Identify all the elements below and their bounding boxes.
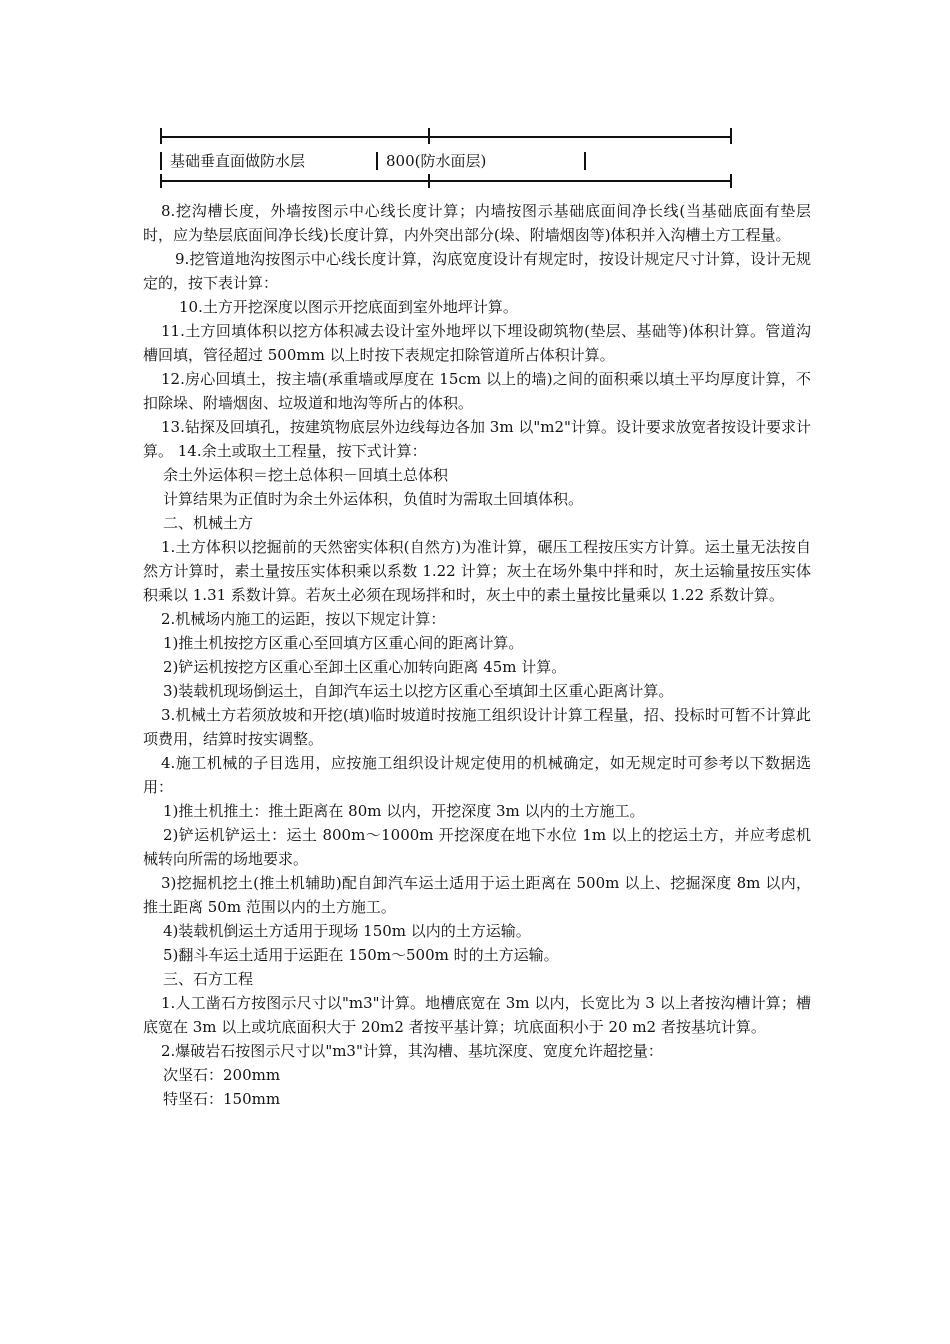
table-cell-left: 基础垂直面做防水层 xyxy=(170,152,306,170)
equipment-subitem-1: 1)推土机推土：推土距离在 80m 以内，开挖深度 3m 以内的土方施工。 xyxy=(163,802,645,820)
machinery-item-2: 2.机械场内施工的运距，按以下规定计算： xyxy=(161,610,446,628)
table-cell-left-bar xyxy=(160,152,162,170)
document-body xyxy=(143,199,811,1111)
machinery-subitem-2: 2)铲运机按挖方区重心至卸土区重心加转向距离 45m 计算。 xyxy=(163,658,567,676)
paragraph-10: 10.土方开挖深度以图示开挖底面到室外地坪计算。 xyxy=(179,298,518,316)
machinery-item-4: 4.施工机械的子目选用，应按施工组织设计规定使用的机械确定，如无规定时可参考以下数据选用： xyxy=(143,754,811,796)
overbreak-secondary-hard: 次坚石：200mm xyxy=(163,1066,281,1084)
table-cell-middle-bar xyxy=(376,152,378,170)
overbreak-extra-hard: 特坚石：150mm xyxy=(163,1090,281,1108)
machinery-item-3: 3.机械土方若须放坡和开挖(填)临时坡道时按施工组织设计计算工程量，招、投标时可暂不计算此项费用，结算时按实调整。 xyxy=(143,706,811,748)
stone-item-1: 1.人工凿石方按图示尺寸以"m3"计算。地槽底宽在 3m 以内，长宽比为 3 以上者按沟槽计算；槽底宽在 3m 以上或坑底面积大于 20m2 者按平基计算；坑底面积小于 20 m2 者按基坑计算。 xyxy=(143,994,811,1036)
machinery-subitem-3: 3)装载机现场倒运土，自卸汽车运土以挖方区重心至填卸土区重心距离计算。 xyxy=(163,682,674,700)
equipment-subitem-5: 5)翻斗车运土适用于运距在 150m～500m 时的土方运输。 xyxy=(163,946,559,964)
machinery-subitem-1: 1)推土机按挖方区重心至回填方区重心间的距离计算。 xyxy=(163,634,524,652)
table-bottom-border xyxy=(160,180,732,182)
table-left-tick-bottom xyxy=(160,174,162,188)
section-heading-machinery: 二、机械土方 xyxy=(163,514,254,532)
table-right-tick-bottom xyxy=(730,174,732,188)
section-heading-stone: 三、石方工程 xyxy=(163,970,254,988)
paragraph-8: 8.挖沟槽长度，外墙按图示中心线长度计算；内墙按图示基础底面间净长线(当基础底面有垫层时，应为垫层底面间净长线)长度计算，内外突出部分(垛、附墙烟囱等)体积并入沟槽土方工程量。 xyxy=(143,202,811,244)
paragraph-13-14: 13.钻探及回填孔，按建筑物底层外边线每边各加 3m 以"m2"计算。设计要求放宽者按设计要求计算。 14.余土或取土工程量，按下式计算： xyxy=(143,418,811,460)
equipment-subitem-3: 3)挖掘机挖土(推土机辅助)配自卸汽车运土适用于运土距离在 500m 以上、挖掘深度 8m 以内，推土距离 50m 范围以内的土方施工。 xyxy=(143,874,811,916)
table-mid-tick-top xyxy=(428,128,430,144)
paragraph-11: 11.土方回填体积以挖方体积减去设计室外地坪以下埋设砌筑物(垫层、基础等)体积计算。管道沟槽回填，管径超过 500mm 以上时按下表规定扣除管道所占体积计算。 xyxy=(143,322,811,364)
table-left-tick-top xyxy=(160,128,162,144)
stone-item-2: 2.爆破岩石按图示尺寸以"m3"计算，其沟槽、基坑深度、宽度允许超挖量： xyxy=(161,1042,663,1060)
table-mid-tick-bottom xyxy=(428,174,430,188)
paragraph-9: 9.挖管道地沟按图示中心线长度计算，沟底宽度设计有规定时，按设计规定尺寸计算，设计无规定的，按下表计算： xyxy=(143,250,811,292)
equipment-subitem-4: 4)装载机倒运土方适用于现场 150m 以内的土方运输。 xyxy=(163,922,531,940)
table-cell-right-bar xyxy=(584,152,586,170)
formula-line: 余土外运体积＝挖土总体积－回填土总体积 xyxy=(163,466,449,484)
table-right-tick-top xyxy=(730,128,732,144)
table-fragment xyxy=(160,128,732,188)
table-top-border xyxy=(160,136,732,138)
paragraph-12: 12.房心回填土，按主墙(承重墙或厚度在 15cm 以上的墙)之间的面积乘以填土平均厚度计算，不扣除垛、附墙烟囱、垃圾道和地沟等所占的体积。 xyxy=(143,370,811,412)
formula-note: 计算结果为正值时为余土外运体积，负值时为需取土回填体积。 xyxy=(163,490,584,508)
machinery-item-1: 1.土方体积以挖掘前的天然密实体积(自然方)为准计算，碾压工程按压实方计算。运土量无法按自然方计算时，素土量按压实体积乘以系数 1.22 计算；灰土在场外集中拌和时，灰土运输量按压实体积乘以 1.31 系数计算。若灰土必须在现场拌和时，灰土中的素土量按比量乘以 1.22 系数计算。 xyxy=(143,538,811,604)
equipment-subitem-2: 2)铲运机铲运土：运土 800m～1000m 开挖深度在地下水位 1m 以上的挖运土方，并应考虑机械转向所需的场地要求。 xyxy=(143,826,811,868)
table-cell-middle: 800(防水面层) xyxy=(386,152,487,170)
